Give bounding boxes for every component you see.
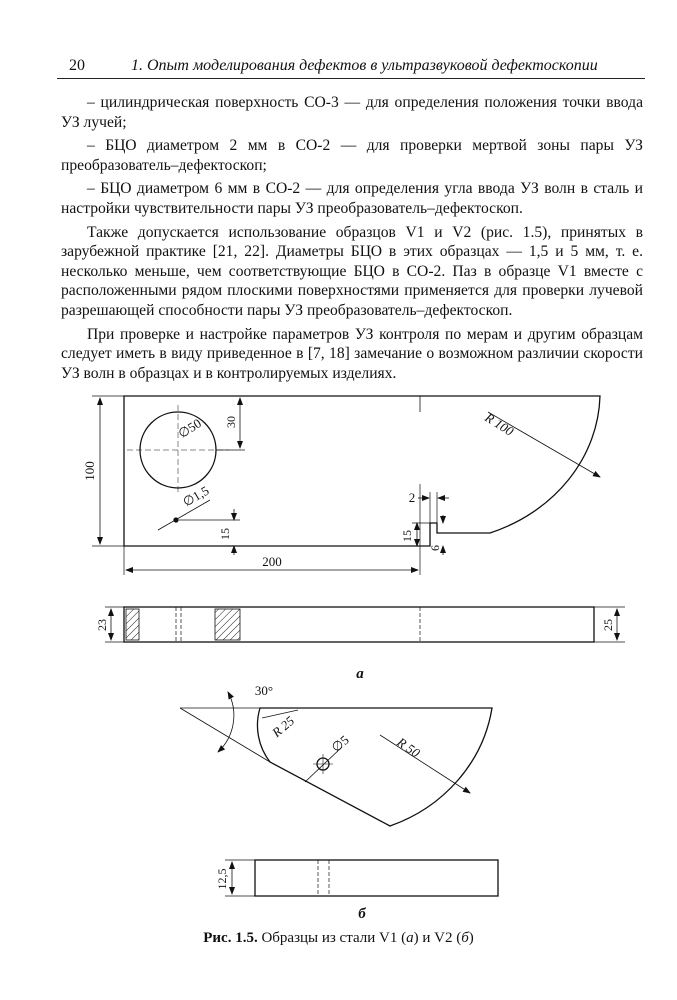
paragraph: При проверке и настройке параметров УЗ контроля по мерам и другим образцам следует иметь в виду приведенное в [7, 18] замечание о возможном различии скорости УЗ волн в образцах и в контролируемых изделиях. [61, 325, 643, 382]
paragraph: – цилиндрическая поверхность СО-3 — для определения положения точки ввода УЗ лучей; [61, 94, 643, 131]
v2-radius-large-label: R 50 [394, 734, 423, 761]
paragraph: – БЦО диаметром 2 мм в СО-2 — для проверки мертвой зоны пары УЗ преобразователь–дефектоскоп; [61, 137, 643, 174]
caption-text-middle: ) и V2 ( [413, 930, 462, 946]
v1-slot-width-label: 2 [408, 490, 416, 505]
body-text [61, 93, 643, 387]
v1-front-view [92, 396, 600, 575]
v1-large-hole-label: ∅50 [175, 415, 204, 441]
figure-label-a: а [356, 666, 364, 682]
figure-caption [0, 930, 677, 947]
v1-length-label: 200 [262, 554, 282, 569]
v1-large-hole-offset-label: 30 [224, 416, 238, 428]
v1-side-view [105, 607, 625, 642]
v1-dimension-labels [82, 409, 517, 569]
caption-text: Образцы из стали V1 ( [261, 930, 407, 946]
v1-thickness-label: 23 [95, 619, 109, 631]
figure-1-5 [0, 380, 677, 930]
v1-radius-label: R 100 [482, 409, 517, 439]
header-rule [57, 78, 645, 79]
v2-angle-label: 30° [254, 683, 274, 698]
v1-side-hatch-left [126, 609, 139, 640]
v1-small-hole-offset-label: 15 [218, 528, 232, 540]
caption-label: Рис. 1.5. [203, 930, 258, 946]
running-title: 1. Опыт моделирования дефектов в ультразвуковой дефектоскопии [131, 57, 598, 74]
figure-label-b: б [358, 906, 366, 922]
v2-front-view [180, 692, 492, 826]
v2-side-view [225, 860, 498, 896]
v2-radius-small-label: R 25 [269, 713, 298, 741]
v1-side-rect [124, 607, 594, 642]
v1-small-hole-label: ∅1,5 [180, 482, 212, 510]
v2-side-rect [255, 860, 498, 896]
v1-slot-offset-label: 15 [400, 530, 414, 542]
caption-b: б [461, 930, 469, 946]
v1-slot-depth-label: 6 [428, 545, 442, 551]
paragraph: Также допускается использование образцов V1 и V2 (рис. 1.5), принятых в зарубежной практике [21, 22]. Диаметры БЦО в этих образцах — 1,5 и 5 мм, т. е. несколько меньше, чем соответствующие БЦО в СО-2. Паз в образце V1 вместе с расположенными рядом плоскими поверхностями применяется для проверки лучевой разрешающей способности пары УЗ преобразователь–дефектоскоп. [61, 223, 643, 319]
page-header [57, 55, 645, 79]
paragraph: – БЦО диаметром 6 мм в СО-2 — для определения угла ввода УЗ волн в сталь и настройки чувствительности пары УЗ преобразователь–дефектоскоп. [61, 180, 643, 217]
page-number: 20 [69, 57, 85, 74]
caption-text-end: ) [468, 930, 474, 946]
v1-height-label: 100 [82, 461, 97, 481]
caption-a: а [406, 930, 414, 946]
v1-side-hatch-right [215, 609, 240, 640]
v1-side-thickness-label: 25 [601, 619, 615, 631]
v2-hole-label: ∅5 [328, 732, 352, 756]
v2-thickness-label: 12,5 [215, 868, 229, 890]
